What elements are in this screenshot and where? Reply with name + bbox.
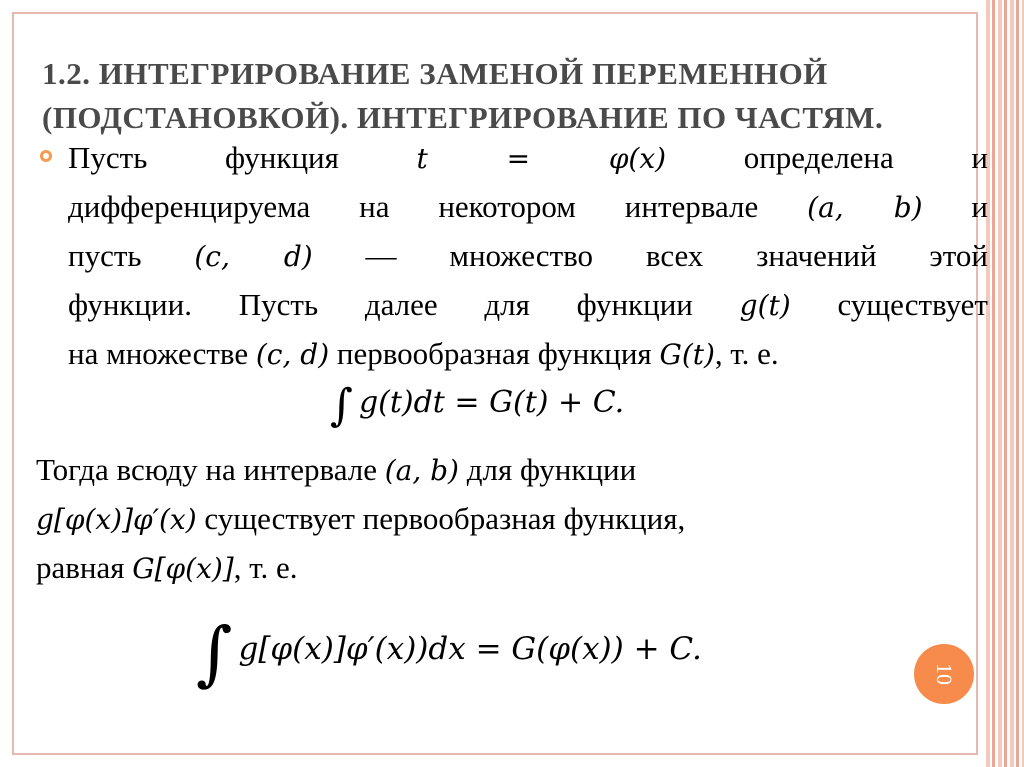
text: функции. Пусть далее для функции <box>68 287 740 322</box>
decorative-stripes <box>986 0 1024 767</box>
text: для функции <box>458 452 637 487</box>
text: определена и <box>666 140 988 175</box>
math-inline: g[φ(x)]φ′(x) <box>36 503 197 536</box>
math-inline: g(t) <box>739 289 791 322</box>
formula-body: g(t)dt = G(t) + C. <box>358 385 625 420</box>
math-inline: G(t) <box>659 338 715 371</box>
text: Тогда всюду на интервале <box>36 452 385 487</box>
math-inline: (a, b) <box>807 191 923 224</box>
text: первообразная функция <box>329 336 660 371</box>
page-number: 10 <box>932 663 957 685</box>
math-inline: t = φ(x) <box>416 142 667 175</box>
para1-line-1 <box>68 134 988 183</box>
formula-2 <box>196 612 702 694</box>
title-line-2: (ПОДСТАНОВКОЙ). ИНТЕГРИРОВАНИЕ ПО ЧАСТЯМ. <box>42 100 884 135</box>
text: , т. е. <box>233 550 298 585</box>
formula-body: g[φ(x)]φ′(x))dx = G(φ(x)) + C. <box>238 631 702 667</box>
text: дифференцируема на некотором интервале <box>68 189 808 224</box>
para1-line-4 <box>68 281 988 330</box>
text: на множестве <box>68 336 256 371</box>
math-inline: (a, b) <box>384 454 459 487</box>
text: пусть <box>68 238 195 273</box>
math-inline: G[φ(x)] <box>132 552 234 585</box>
text: Пусть функция <box>68 140 417 175</box>
para1-line-3 <box>68 232 988 281</box>
text: существует первообразная функция, <box>196 501 686 536</box>
formula-1 <box>330 380 624 431</box>
text: — множество всех значений этой <box>312 238 988 273</box>
integral-sign: ∫ <box>330 380 353 431</box>
slide-title <box>42 52 942 140</box>
page-number-badge <box>914 644 974 704</box>
para1-line-2 <box>68 183 988 232</box>
integral-sign: ∫ <box>196 612 233 694</box>
paragraph-1 <box>68 134 988 379</box>
text: , т. е. <box>714 336 779 371</box>
text: и <box>922 189 989 224</box>
math-inline: (c, d) <box>255 338 330 371</box>
text: существует <box>790 287 988 322</box>
para2-line-2 <box>36 495 936 544</box>
para1-line-5 <box>68 330 988 379</box>
text: равная <box>36 550 133 585</box>
para2-line-1 <box>36 446 936 495</box>
bullet-circle-icon <box>40 150 52 162</box>
math-inline: (c, d) <box>194 240 313 273</box>
para2-line-3 <box>36 544 936 593</box>
paragraph-2 <box>36 446 936 593</box>
title-line-1: 1.2. ИНТЕГРИРОВАНИЕ ЗАМЕНОЙ ПЕРЕМЕННОЙ <box>42 56 828 91</box>
